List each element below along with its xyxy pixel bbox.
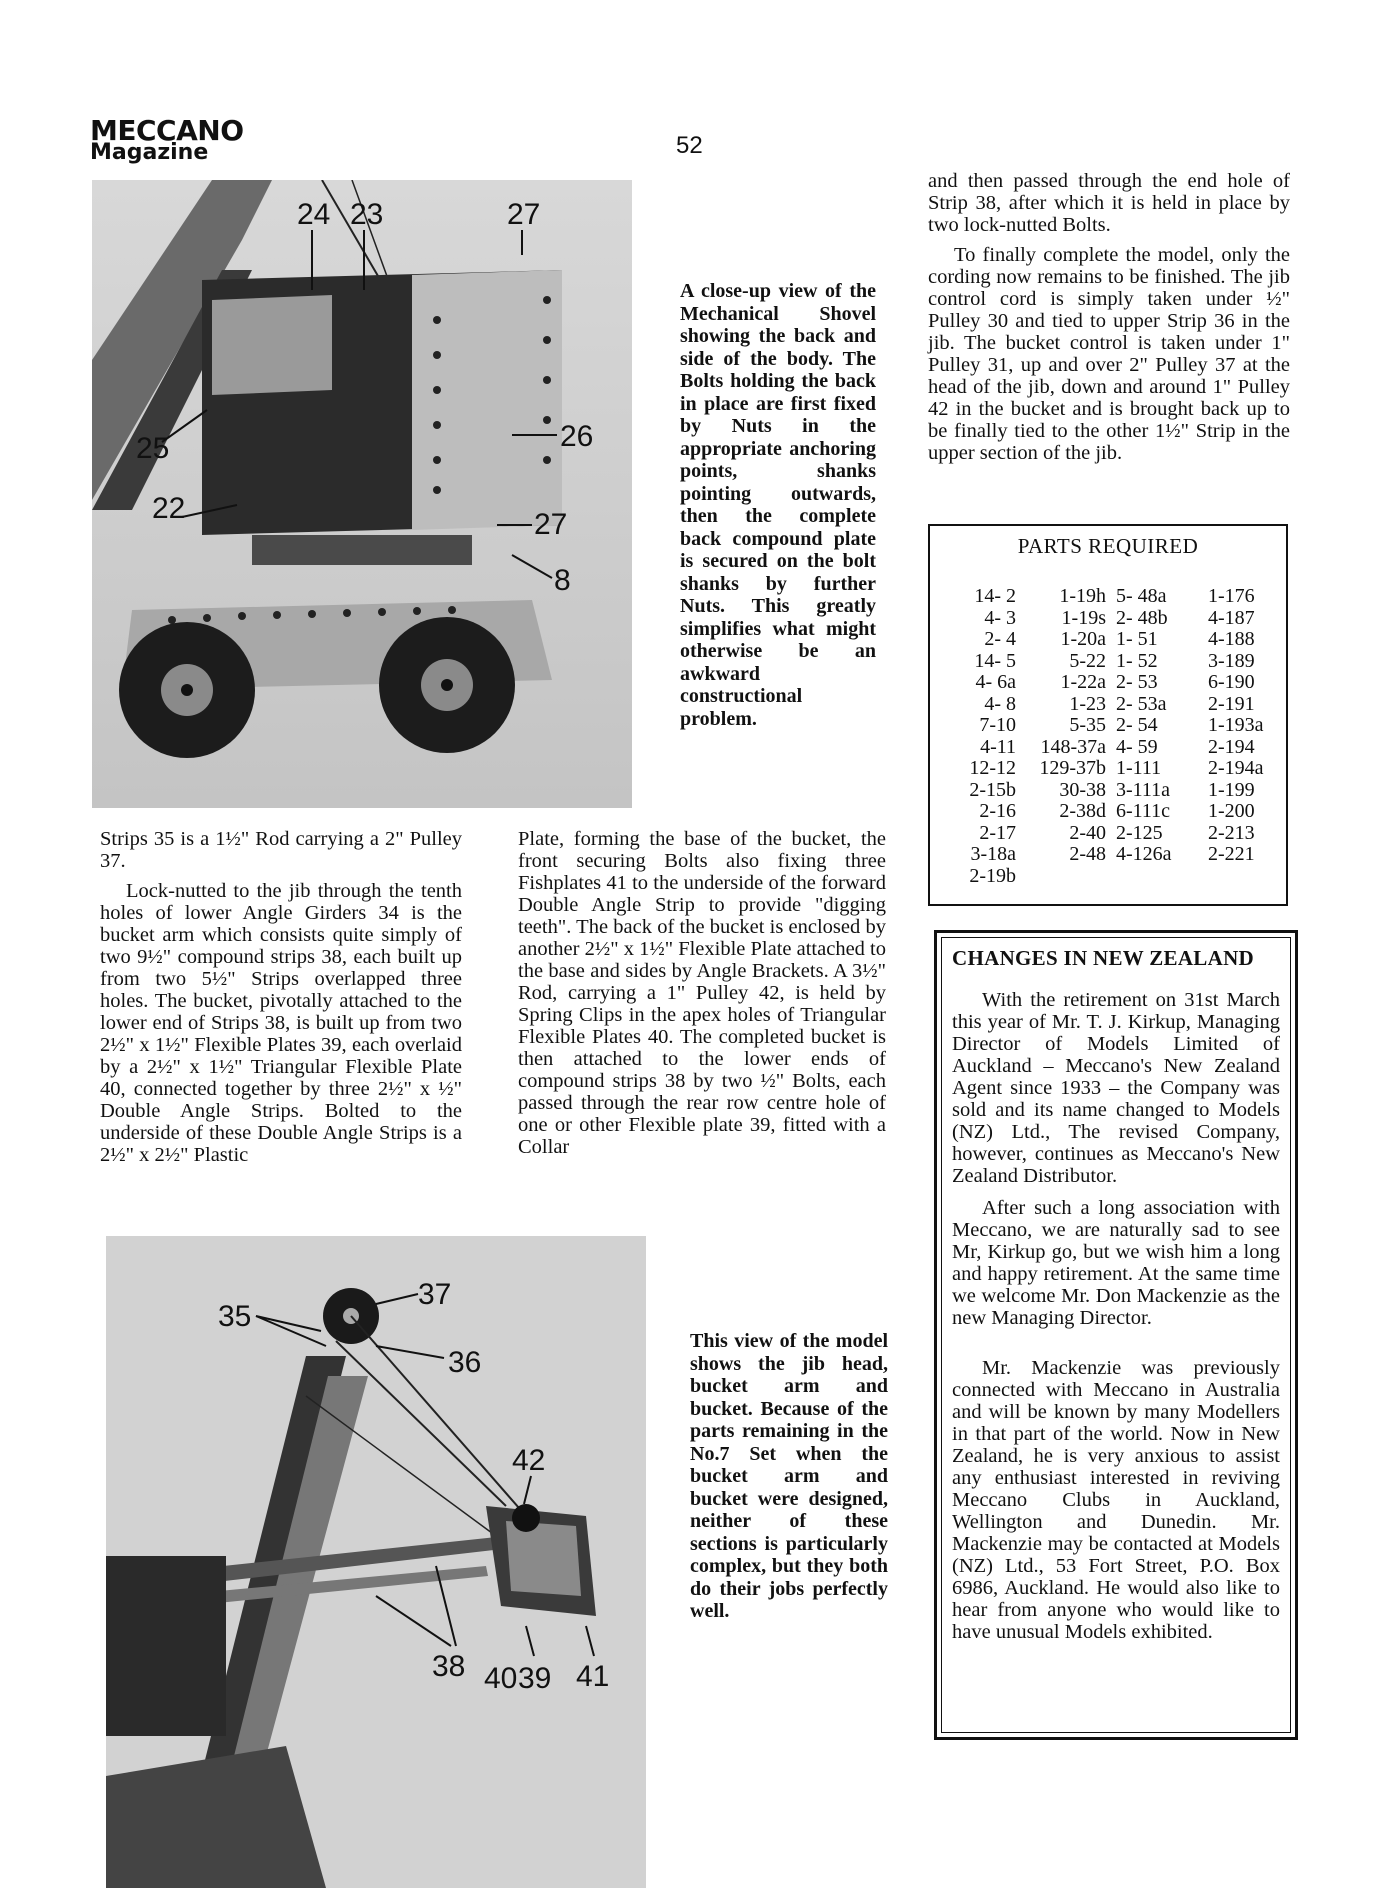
paragraph: After such a long association with Meccano, we are naturally sad to see Mr, Kirkup go, but we wish him a long and happy retirement. At the same time we welcome Mr. Don Mackenzie as the new Managing Director. bbox=[952, 1197, 1280, 1329]
part-entry: 2-16 bbox=[979, 800, 1016, 822]
caption-top: A close-up view of the Mechanical Shovel showing the back and side of the body. The Bolts holding the back in place are first fixed by Nuts in the appropriate anchoring points, shanks pointing outwards, then the complete back compound plate is secured on the bolt shanks by further Nuts. This greatly simplifies what might otherwise be an awkward constructional problem. bbox=[680, 280, 876, 730]
parts-column-2 bbox=[1016, 586, 1106, 866]
part-entry: 4- 59 bbox=[1116, 735, 1158, 758]
part-entry: 1-193a bbox=[1208, 714, 1264, 736]
caption-bottom: This view of the model shows the jib head, bucket arm and bucket. Because of the parts remaining in the No.7 Set when the bucket arm and bucket were designed, neither of these sections is particularly complex, but they both do their jobs perfectly well. bbox=[690, 1330, 888, 1622]
part-entry: 129-37b bbox=[1039, 757, 1106, 779]
parts-required-box bbox=[928, 524, 1288, 906]
paragraph: To finally complete the model, only the cording now remains to be finished. The jib control cord is simply taken under ½" Pulley 30 and tied to upper Strip 36 in the jib. The bucket control is taken under 1" Pulley 31, up and over 2" Pulley 37 at the head of the jib, down and around 1" Pulley 42 in the bucket and is brought back up to be finally tied to the other 1½" Strip in the upper section of the jib. bbox=[928, 244, 1290, 464]
news-box-title: CHANGES IN NEW ZEALAND bbox=[952, 946, 1255, 970]
parts-column-4 bbox=[1208, 586, 1284, 866]
callout-label: 25 bbox=[136, 432, 170, 465]
part-entry: 14- 5 bbox=[974, 649, 1016, 672]
part-entry: 1-19s bbox=[1061, 606, 1106, 629]
paragraph: With the retirement on 31st March this year of Mr. T. J. Kirkup, Managing Director of Models Limited of Auckland – Meccano's New Zealand Agent since 1933 – the Company was sold and its name changed to Models (NZ) Ltd., The revised Company, however, continues as Meccano's New Zealand Distributor. bbox=[952, 989, 1280, 1187]
part-entry: 5-35 bbox=[1069, 714, 1106, 736]
part-entry: 2-48 bbox=[1069, 843, 1106, 865]
part-entry: 2- 53a bbox=[1116, 692, 1167, 715]
callout-label: 39 bbox=[518, 1662, 552, 1695]
part-entry: 1- 51 bbox=[1116, 628, 1158, 650]
news-box-new-zealand bbox=[934, 930, 1298, 1740]
part-entry: 2-221 bbox=[1208, 843, 1255, 865]
middle-column-text bbox=[518, 828, 886, 1166]
callout-label: 23 bbox=[350, 198, 384, 231]
callout-label: 22 bbox=[152, 492, 186, 525]
part-entry: 2-15b bbox=[969, 778, 1016, 801]
part-entry: 148-37a bbox=[1040, 735, 1106, 758]
part-entry: 4- 8 bbox=[984, 692, 1016, 715]
part-entry: 3-189 bbox=[1208, 649, 1255, 672]
part-entry: 1-20a bbox=[1060, 628, 1106, 650]
callout-label: 8 bbox=[554, 564, 571, 597]
part-entry: 1-200 bbox=[1208, 800, 1255, 822]
part-entry: 4-188 bbox=[1208, 628, 1255, 650]
part-entry: 2-194a bbox=[1208, 757, 1264, 779]
part-entry: 30-38 bbox=[1059, 778, 1106, 801]
part-entry: 5-22 bbox=[1069, 649, 1106, 672]
callout-label: 27 bbox=[507, 198, 541, 231]
paragraph: Mr. Mackenzie was previously connected with Meccano in Australia and will be known by many Modellers in that part of the world. Now in New Zealand, he is very anxious to assist any enthusiast interested in reviving Meccano Clubs in Auckland, Wellington and Dunedin. Mr. Mackenzie may be contacted at Models (NZ) Ltd., 53 Fort Street, P.O. Box 6986, Auckland. He would also like to hear from anyone who would like to have unusual Models exhibited. bbox=[952, 1357, 1280, 1643]
photo-jib-bucket bbox=[106, 1236, 646, 1888]
part-entry: 1-19h bbox=[1059, 585, 1106, 607]
paragraph: and then passed through the end hole of Strip 38, after which it is held in place by two lock-nutted Bolts. bbox=[928, 170, 1290, 236]
part-entry: 7-10 bbox=[979, 714, 1016, 736]
part-entry: 4- 6a bbox=[975, 671, 1016, 693]
callout-label: 35 bbox=[218, 1300, 252, 1333]
part-entry: 4-126a bbox=[1116, 843, 1172, 865]
callout-label: 41 bbox=[576, 1660, 610, 1693]
part-entry: 4-187 bbox=[1208, 606, 1255, 629]
part-entry: 2-17 bbox=[979, 821, 1016, 844]
paragraph: Lock-nutted to the jib through the tenth holes of lower Angle Girders 34 is the bucket arm which consists quite simply of two 9½" compound strips 38, each built up from two 5½" Strips overlapped three holes. The bucket, pivotally attached to the lower end of Strips 38, is built up from two 2½" x 1½" Flexible Plates 39, each overlaid by a 2½" x 1½" Triangular Flexible Plate 40, connected together by three 2½" x ½" Double Angle Strips. Bolted to the underside of these Double Angle Strips is a 2½" x 2½" Plastic bbox=[100, 880, 462, 1166]
callout-label: 37 bbox=[418, 1278, 452, 1311]
callout-label: 27 bbox=[534, 508, 568, 541]
part-entry: 2- 53 bbox=[1116, 671, 1158, 693]
parts-required-title: PARTS REQUIRED bbox=[1017, 534, 1199, 558]
part-entry: 2-38d bbox=[1059, 800, 1106, 822]
masthead-subtitle: Magazine bbox=[90, 140, 209, 165]
callout-label: 26 bbox=[560, 420, 594, 453]
part-entry: 1-111 bbox=[1116, 757, 1162, 779]
page-number: 52 bbox=[676, 132, 703, 159]
part-entry: 1-199 bbox=[1208, 778, 1255, 801]
callout-label: 40 bbox=[484, 1662, 518, 1695]
part-entry: 2-125 bbox=[1116, 821, 1163, 844]
paragraph: Strips 35 is a 1½" Rod carrying a 2" Pulley 37. bbox=[100, 828, 462, 872]
part-entry: 3-111a bbox=[1116, 778, 1171, 801]
callout-label: 38 bbox=[432, 1650, 466, 1683]
paragraph: Plate, forming the base of the bucket, the front securing Bolts also fixing three Fishplates 41 to the underside of the forward Double Angle Strip to provide "digging teeth". The back of the bucket is enclosed by another 2½" x 1½" Flexible Plate attached to the base and sides by Angle Brackets. A 3½" Rod, carrying a 1" Pulley 42, is held by Spring Clips in the apex holes of Triangular Flexible Plates 40. The completed bucket is then attached to the lower ends of compound strips 38 by two ½" Bolts, each passed through the rear row centre hole of one or other Flexible plate 39, fitted with a Collar bbox=[518, 828, 886, 1158]
part-entry: 1-176 bbox=[1208, 585, 1255, 607]
part-entry: 2-213 bbox=[1208, 821, 1255, 844]
part-entry: 2-40 bbox=[1069, 821, 1106, 844]
callout-label: 36 bbox=[448, 1346, 482, 1379]
part-entry: 2- 54 bbox=[1116, 714, 1158, 736]
part-entry: 2-194 bbox=[1208, 735, 1255, 758]
parts-column-1 bbox=[946, 586, 1016, 887]
part-entry: 6-190 bbox=[1208, 671, 1255, 693]
left-column-text bbox=[100, 828, 462, 1174]
part-entry: 6-111c bbox=[1116, 800, 1171, 822]
parts-column-3 bbox=[1116, 586, 1198, 866]
masthead-title: MECCANO bbox=[90, 114, 244, 147]
right-column-text bbox=[928, 170, 1290, 472]
part-entry: 4- 3 bbox=[984, 606, 1016, 629]
part-entry: 4-11 bbox=[980, 735, 1016, 758]
part-entry: 1-23 bbox=[1069, 692, 1106, 715]
part-entry: 2- 48b bbox=[1116, 606, 1168, 629]
part-entry: 5- 48a bbox=[1116, 585, 1167, 607]
part-entry: 2-191 bbox=[1208, 692, 1255, 715]
photo-shovel-body bbox=[92, 180, 632, 808]
part-entry: 2- 4 bbox=[984, 628, 1016, 650]
part-entry: 14- 2 bbox=[974, 585, 1016, 607]
part-entry: 2-19b bbox=[969, 864, 1016, 887]
part-entry: 12-12 bbox=[969, 757, 1016, 779]
part-entry: 3-18a bbox=[970, 843, 1016, 865]
callout-label: 24 bbox=[297, 198, 331, 231]
callout-label: 42 bbox=[512, 1444, 546, 1477]
part-entry: 1- 52 bbox=[1116, 649, 1158, 672]
part-entry: 1-22a bbox=[1060, 671, 1106, 693]
